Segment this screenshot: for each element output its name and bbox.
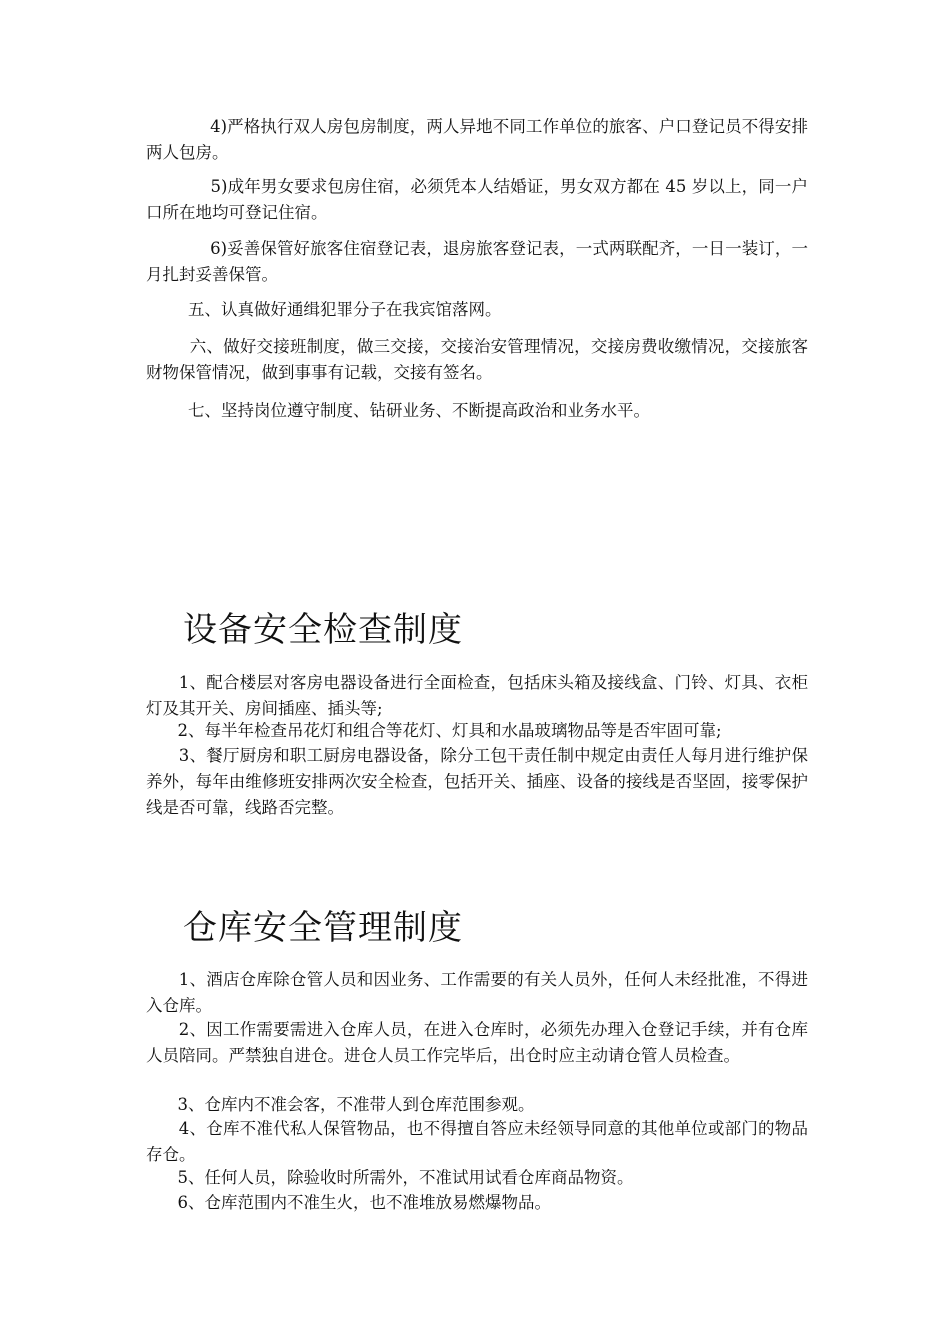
heading-equipment-safety: 设备安全检查制度 (183, 610, 463, 650)
paragraph-post-discipline: 七、坚持岗位遵守制度、钻研业务、不断提高政治和业务水平。 (146, 401, 650, 420)
paragraph-wanted-criminals: 五、认真做好通缉犯罪分子在我宾馆落网。 (146, 300, 502, 319)
paragraph-equipment-item-2: 2、每半年检查吊花灯和组合等花灯、灯具和水晶玻璃物品等是否牢固可靠; (146, 721, 722, 740)
paragraph-warehouse-item-3: 3、仓库内不准会客，不准带人到仓库范围参观。 (146, 1095, 535, 1114)
paragraph-warehouse-item-1: 1、酒店仓库除仓管人员和因业务、工作需要的有关人员外，任何人未经批准，不得进入仓库。 (146, 970, 808, 1015)
paragraph-equipment-item-3: 3、餐厅厨房和职工厨房电器设备，除分工包干责任制中规定由责任人每月进行维护保养外，每年由维修班安排两次安全检查，包括开关、插座、设备的接线是否坚固，接零保护线是否可靠，线路否完整。 (146, 746, 808, 817)
heading-warehouse-safety: 仓库安全管理制度 (183, 908, 463, 948)
paragraph-equipment-item-1: 1、配合楼层对客房电器设备进行全面检查，包括床头箱及接线盒、门铃、灯具、衣柜灯及其开关、房间插座、插头等; (146, 673, 808, 718)
paragraph-warehouse-item-4: 4、仓库不准代私人保管物品，也不得擅自答应未经领导同意的其他单位或部门的物品存仓。 (146, 1119, 808, 1164)
paragraph-shift-handover: 六、做好交接班制度，做三交接，交接治安管理情况，交接房费收缴情况，交接旅客财物保管情况，做到事事有记载，交接有签名。 (146, 337, 808, 382)
paragraph-warehouse-item-6: 6、仓库范围内不准生火，也不准堆放易燃爆物品。 (146, 1193, 551, 1212)
paragraph-warehouse-item-2: 2、因工作需要需进入仓库人员，在进入仓库时，必须先办理入仓登记手续，并有仓库人员陪同。严禁独自进仓。进仓人员工作完毕后，出仓时应主动请仓管人员检查。 (146, 1020, 808, 1065)
paragraph-couple-room-rule: 5)成年男女要求包房住宿，必须凭本人结婚证，男女双方都在 45 岁以上，同一户口所在地均可登记住宿。 (146, 177, 808, 222)
paragraph-warehouse-item-5: 5、任何人员，除验收时所需外，不准试用试看仓库商品物资。 (146, 1168, 634, 1187)
paragraph-registration-forms: 6)妥善保管好旅客住宿登记表，退房旅客登记表，一式两联配齐，一日一装订，一月扎封妥善保管。 (146, 239, 808, 284)
paragraph-double-room-rule: 4)严格执行双人房包房制度，两人异地不同工作单位的旅客、户口登记员不得安排两人包房。 (146, 117, 808, 162)
